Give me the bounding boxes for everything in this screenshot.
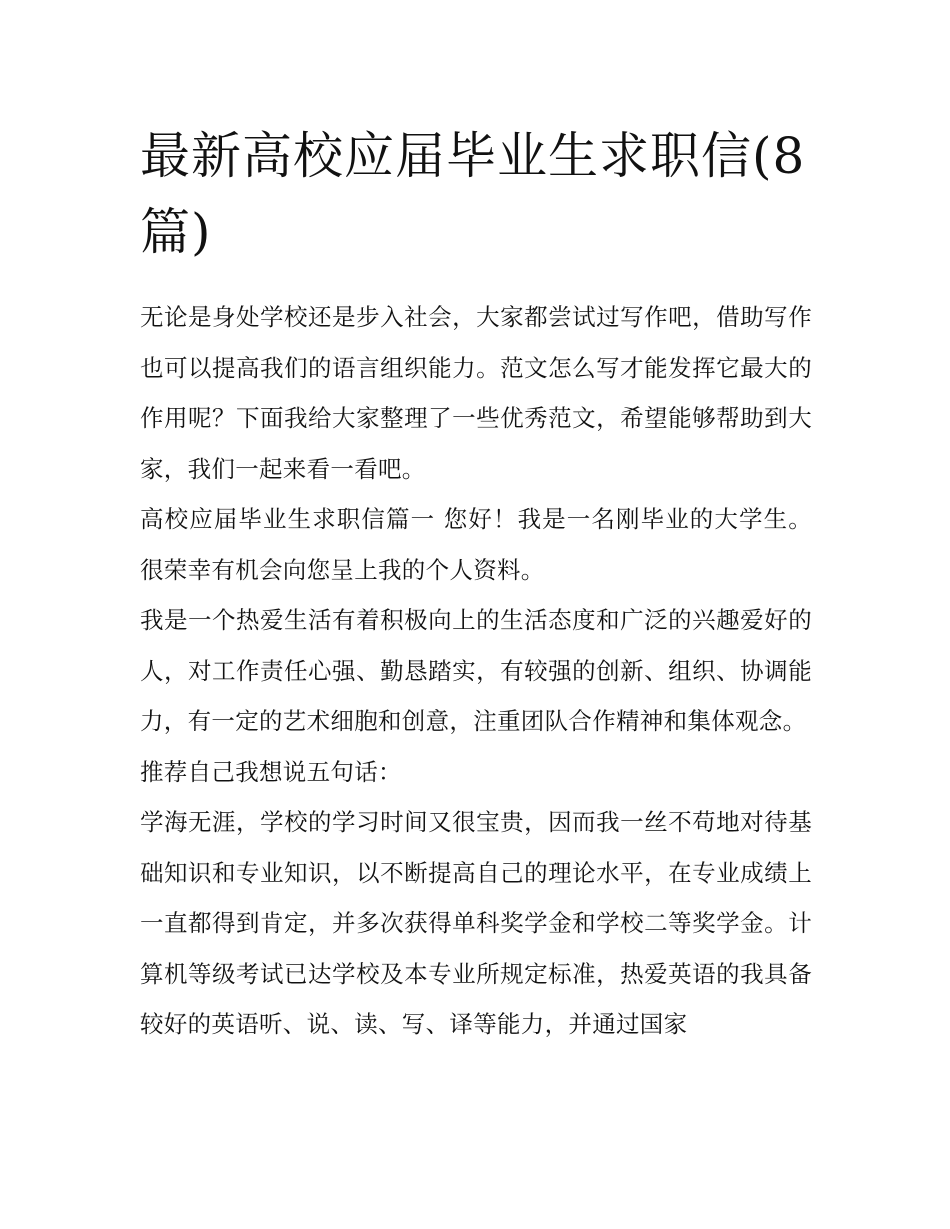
paragraph-study: 学海无涯，学校的学习时间又很宝贵，因而我一丝不苟地对待基础知识和专业知识，以不断提高自己的理论水平，在专业成绩上一直都得到肯定，并多次获得单科奖学金和学校二等奖学金。计算机等级考试已达学校及本专业所规定标准，热爱英语的我具备较好的英语听、说、读、写、译等能力，并通过国家 xyxy=(140,808,812,1038)
paragraph-self-description: 我是一个热爱生活有着积极向上的生活态度和广泛的兴趣爱好的人，对工作责任心强、勤恳踏实，有较强的创新、组织、协调能力，有一定的艺术细胞和创意，注重团队合作精神和集体观念。 xyxy=(140,606,812,735)
paragraph-greeting: 高校应届毕业生求职信篇一 您好！我是一名刚毕业的大学生。很荣幸有机会向您呈上我的个人资料。 xyxy=(140,505,812,584)
paragraph-intro: 无论是身处学校还是步入社会，大家都尝试过写作吧，借助写作也可以提高我们的语言组织能力。范文怎么写才能发挥它最大的作用呢？下面我给大家整理了一些优秀范文，希望能够帮助到大家，我们一起来看一看吧。 xyxy=(140,303,812,483)
paragraph-five-sentences: 推荐自己我想说五句话： xyxy=(140,757,402,786)
document-title: 最新高校应届毕业生求职信(8篇) xyxy=(140,127,806,261)
document-page xyxy=(140,118,812,1050)
